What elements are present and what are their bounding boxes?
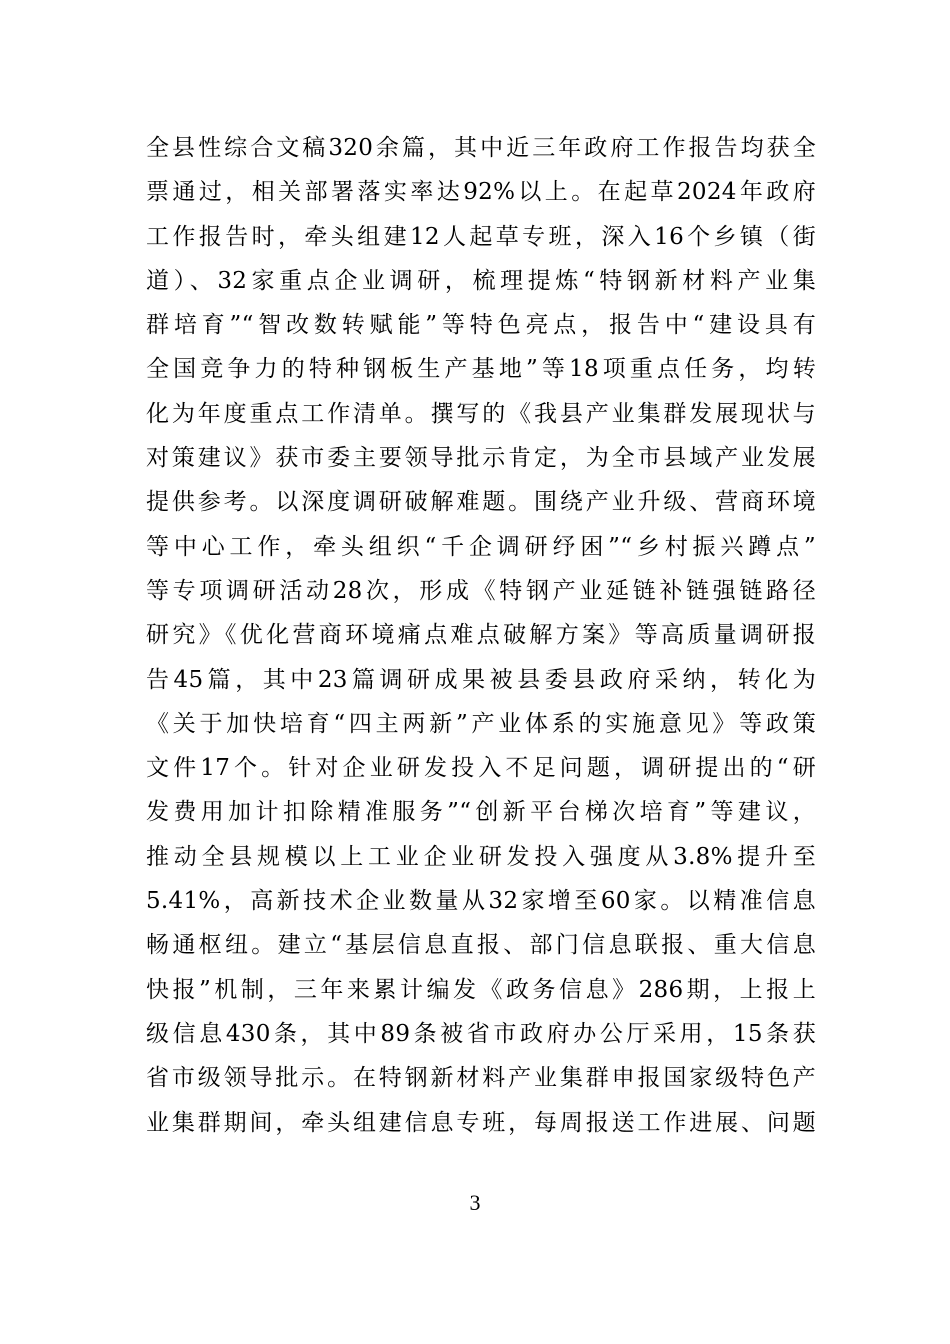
text-line: 告45篇，其中23篇调研成果被县委县政府采纳，转化为 <box>146 666 816 693</box>
text-line: 快报”机制，三年来累计编发《政务信息》286期，上报上 <box>146 976 816 1003</box>
text-line: 工作报告时，牵头组建12人起草专班，深入16个乡镇（街 <box>146 223 816 250</box>
page-number: 3 <box>469 1190 481 1215</box>
text-line: 畅通枢纽。建立“基层信息直报、部门信息联报、重大信息 <box>146 932 816 959</box>
text-line: 《关于加快培育“四主两新”产业体系的实施意见》等政策 <box>146 710 816 737</box>
text-line: 发费用加计扣除精准服务”“创新平台梯次培育”等建议， <box>146 799 816 826</box>
text-line: 全国竞争力的特种钢板生产基地”等18项重点任务，均转 <box>146 356 816 383</box>
text-line: 研究》《优化营商环境痛点难点破解方案》等高质量调研报 <box>146 622 816 649</box>
text-line: 等专项调研活动28次，形成《特钢产业延链补链强链路径 <box>146 577 816 604</box>
text-line: 票通过，相关部署落实率达92%以上。在起草2024年政府 <box>146 179 816 206</box>
text-line: 业集群期间，牵头组建信息专班，每周报送工作进展、问题 <box>146 1109 816 1136</box>
text-line: 级信息430条，其中89条被省市政府办公厅采用，15条获 <box>146 1020 816 1047</box>
text-line: 化为年度重点工作清单。撰写的《我县产业集群发展现状与 <box>146 400 816 427</box>
text-line: 道）、32家重点企业调研，梳理提炼“特钢新材料产业集 <box>146 267 816 294</box>
text-line: 群培育”“智改数转赋能”等特色亮点，报告中“建设具有 <box>146 312 816 339</box>
text-line: 等中心工作，牵头组织“千企调研纾困”“乡村振兴蹲点” <box>146 533 816 560</box>
text-line: 文件17个。针对企业研发投入不足问题，调研提出的“研 <box>146 755 816 782</box>
text-line: 省市级领导批示。在特钢新材料产业集群申报国家级特色产 <box>146 1065 816 1092</box>
text-line: 全县性综合文稿320余篇，其中近三年政府工作报告均获全 <box>146 135 816 161</box>
text-line: 5.41%，高新技术企业数量从32家增至60家。以精准信息 <box>146 888 816 915</box>
text-line: 提供参考。以深度调研破解难题。围绕产业升级、营商环境 <box>146 489 816 516</box>
text-line: 对策建议》获市委主要领导批示肯定，为全市县域产业发展 <box>146 445 816 472</box>
body-paragraph <box>146 126 816 1145</box>
text-line: 推动全县规模以上工业企业研发投入强度从3.8%提升至 <box>146 843 816 870</box>
